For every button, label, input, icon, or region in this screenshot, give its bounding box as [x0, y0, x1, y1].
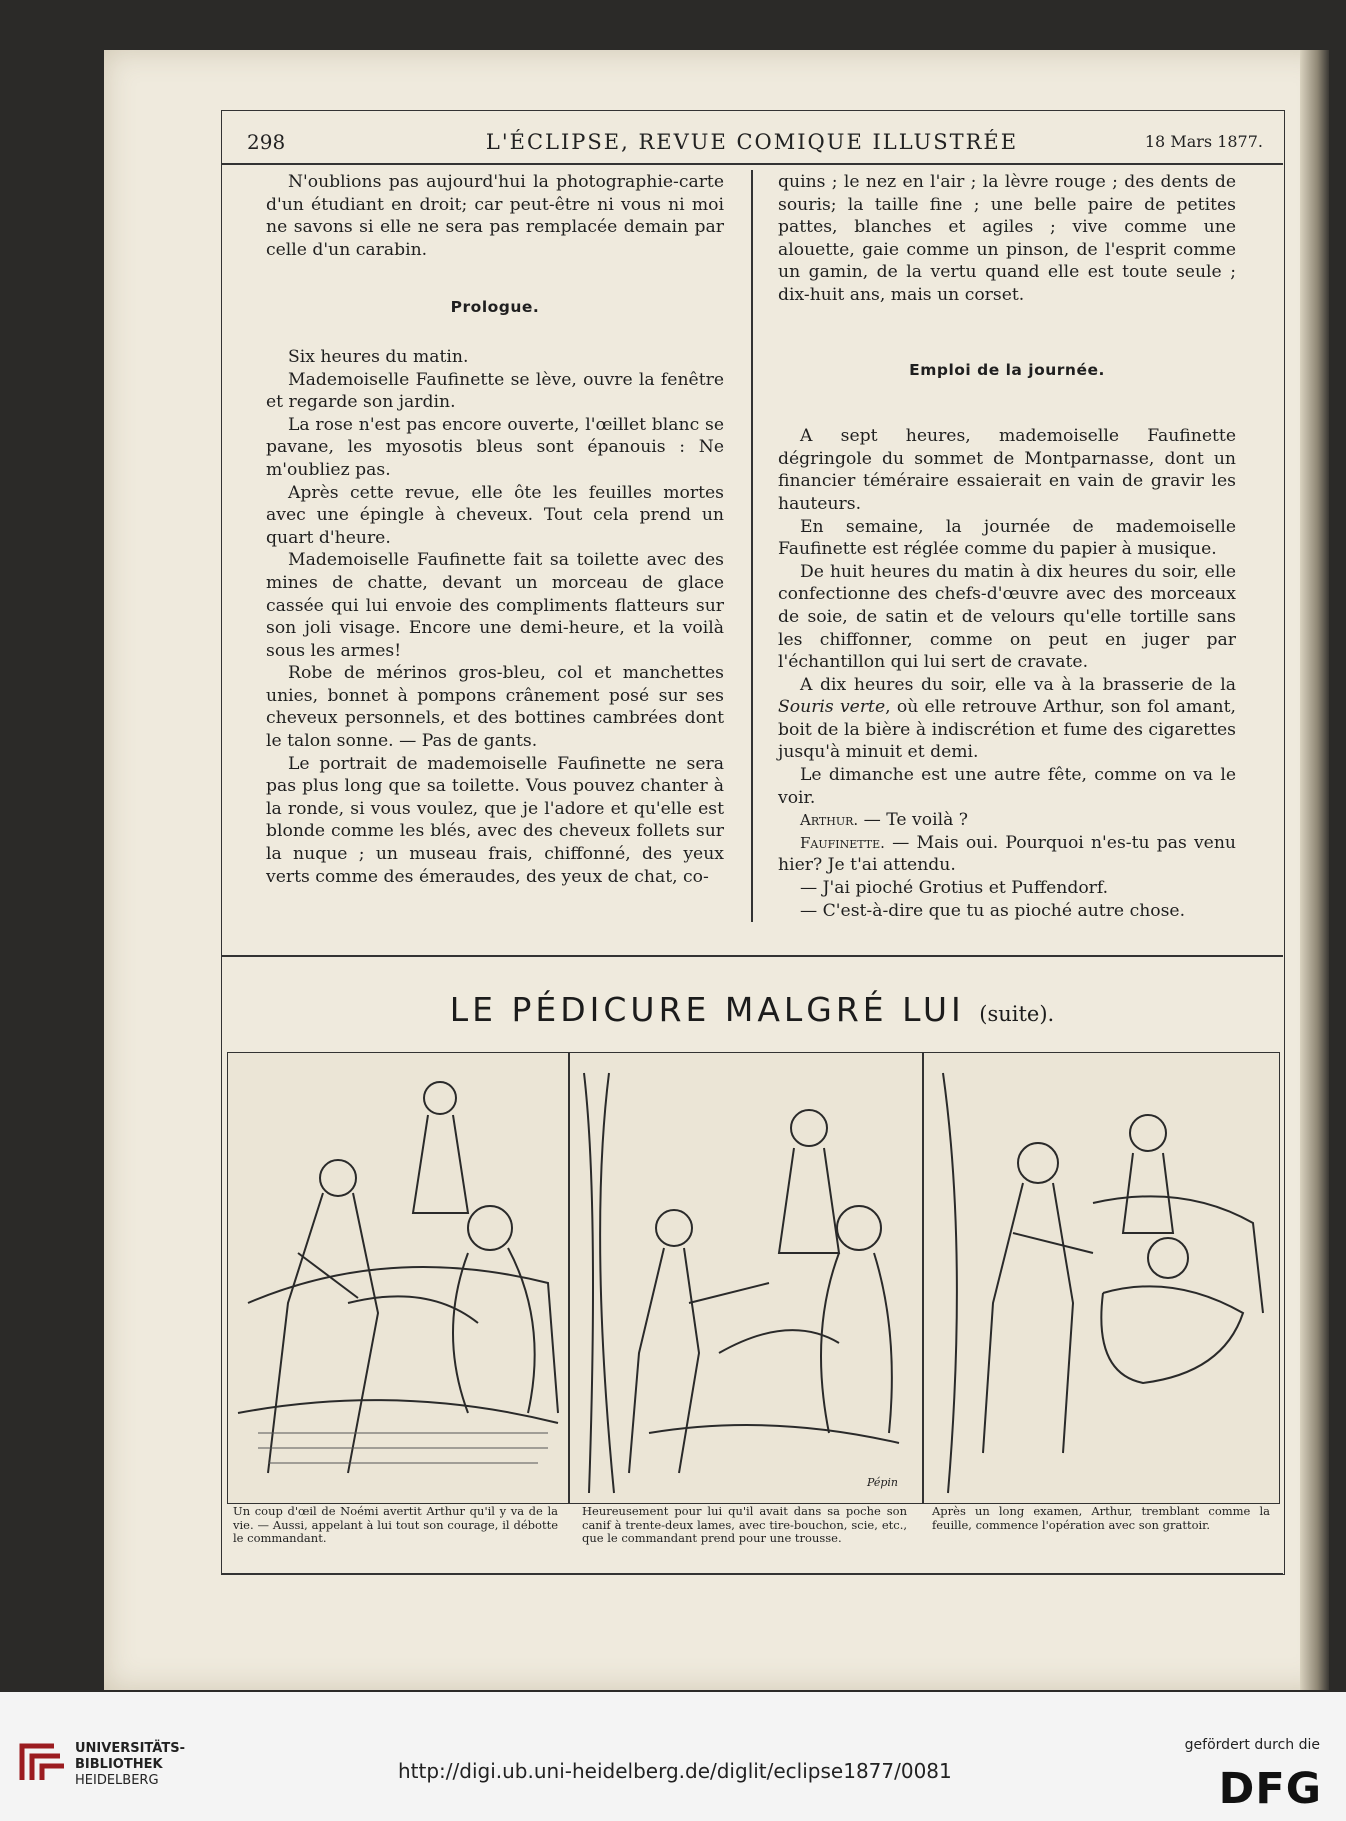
left-column [266, 171, 724, 888]
paragraph: Mademoiselle Faufinette fait sa toilette avec des mines de chatte, devant un morceau de glace cassée qui lui envoie des compliments flatteurs sur son joli visage. Encore une demi-heure, et la voilà sous les armes! [266, 550, 724, 661]
paragraph: A dix heures du soir, elle va à la brasserie de la Souris verte, où elle retrouve Arthur, son fol amant, boit de la bière à indiscrétion et fume des cigarettes jusqu'à minuit et demi. [778, 674, 1236, 763]
cartoon-panel-2 [569, 1053, 922, 1503]
university-library-logo-icon [14, 1736, 66, 1784]
dialogue-line: — C'est-à-dire que tu as pioché autre chose. [800, 900, 1186, 921]
paragraph: Le dimanche est une autre fête, comme on va le voir. [778, 765, 1236, 808]
illustration [923, 1053, 1279, 1503]
bottom-rule [221, 1573, 1283, 1575]
header-rule [221, 163, 1283, 165]
section-heading: Emploi de la journée. [909, 360, 1105, 379]
paragraph: Mademoiselle Faufinette se lève, ouvre la fenêtre et regarde son jardin. [266, 369, 724, 413]
running-title: L'ÉCLIPSE, REVUE COMIQUE ILLUSTRÉE [485, 130, 1019, 154]
section-rule [221, 955, 1283, 957]
caption-panel-2: Heureusement pour lui qu'il avait dans sa poche son canif à trente-deux lames, avec tire-bouchon, scie, etc., que le commandant prend pour une trousse. [582, 1504, 907, 1545]
illustration [228, 1053, 568, 1503]
cartoon-panel-3 [923, 1053, 1279, 1503]
funding-note: gefördert durch die [1184, 1737, 1320, 1753]
caption-panel-3: Après un long examen, Arthur, tremblant comme la feuille, commence l'opération avec son grattoir. [932, 1504, 1270, 1532]
caption-panel-1: Un coup d'œil de Noémi avertit Arthur qu'il y va de la vie. — Aussi, appelant à lui tout son courage, il débotte le commandant. [233, 1504, 558, 1545]
paragraph: Le portrait de mademoiselle Faufinette ne sera pas plus long que sa toilette. Vous pouvez chanter à la ronde, si vous voulez, que je l'adore et qu'elle est blonde comme les blés, avec des cheveux follets sur la nuque ; un museau frais, chiffonné, des yeux verts comme des émeraudes, des yeux de chat, co- [266, 753, 724, 887]
issue-date: 18 Mars 1877. [1144, 132, 1263, 151]
paragraph: A sept heures, mademoiselle Faufinette dégringole du sommet de Montparnasse, dont un financier téméraire essaierait en vain de gravir les hauteurs. [778, 426, 1236, 514]
dfg-logo: DFG [1218, 1764, 1322, 1814]
dialogue-line: Arthur. — Te voilà ? [800, 810, 969, 831]
paragraph: En semaine, la journée de mademoiselle Faufinette est réglée comme du papier à musique. [778, 516, 1236, 560]
section-heading: Prologue. [450, 298, 540, 317]
dialogue-line: — J'ai pioché Grotius et Puffendorf. [800, 878, 1109, 899]
digitization-footer [0, 1692, 1346, 1821]
dialogue-line: Faufinette. — Mais oui. Pourquoi n'es-tu pas venu hier? Je t'ai attendu. [778, 832, 1236, 876]
right-column [778, 171, 1236, 922]
speaker: Arthur. [800, 811, 859, 830]
paragraph: N'oublions pas aujourd'hui la photographie-carte d'un étudiant en droit; car peut-être ni vous ni moi ne savons si elle ne sera pas remplacée demain par celle d'un carabin. [266, 172, 724, 260]
running-header [221, 130, 1283, 160]
cartoon-panel-1 [228, 1053, 568, 1503]
paragraph: Six heures du matin. [288, 346, 469, 367]
cartoon-strip [227, 1052, 1280, 1504]
illustration [569, 1053, 922, 1503]
cartoon-title: LE PÉDICURE MALGRÉ LUI (suite). [449, 990, 1055, 1029]
column-divider [751, 170, 753, 922]
italic-name: Souris verte [778, 697, 886, 718]
paragraph: La rose n'est pas encore ouverte, l'œillet blanc se pavane, les myosotis bleus sont épanouis : Ne m'oubliez pas. [266, 414, 724, 480]
artist-signature: Pépin [866, 1476, 898, 1489]
paragraph: Robe de mérinos gros-bleu, col et manchettes unies, bonnet à pompons crânement posé sur ses cheveux personnels, et des bottines cambrées dont le talon sonne. — Pas de gants. [266, 663, 724, 752]
page-number: 298 [247, 130, 286, 154]
paragraph: Après cette revue, elle ôte les feuilles mortes avec une épingle à cheveux. Tout cela prend un quart d'heure. [266, 482, 724, 548]
permalink-url[interactable]: http://digi.ub.uni-heidelberg.de/diglit/eclipse1877/0081 [398, 1759, 952, 1783]
book-spine [1300, 50, 1329, 1690]
paragraph: quins ; le nez en l'air ; la lèvre rouge ; des dents de souris; la taille fine ; une belle paire de petites pattes, blanches et agiles ; vive comme une alouette, gaie comme un pinson, de l'esprit comme un gamin, de la vertu quand elle est toute seule ; dix-huit ans, mais un corset. [778, 172, 1236, 305]
library-name: UNIVERSITÄTS- BIBLIOTHEK HEIDELBERG [75, 1741, 185, 1788]
paragraph: De huit heures du matin à dix heures du soir, elle confectionne des chefs-d'œuvre avec des morceaux de soie, de satin et de velours qu'elle tortille sans les chiffonner, comme on peut en juger par l'échantillon qui lui sert de cravate. [778, 561, 1236, 673]
speaker: Faufinette. [800, 833, 885, 852]
